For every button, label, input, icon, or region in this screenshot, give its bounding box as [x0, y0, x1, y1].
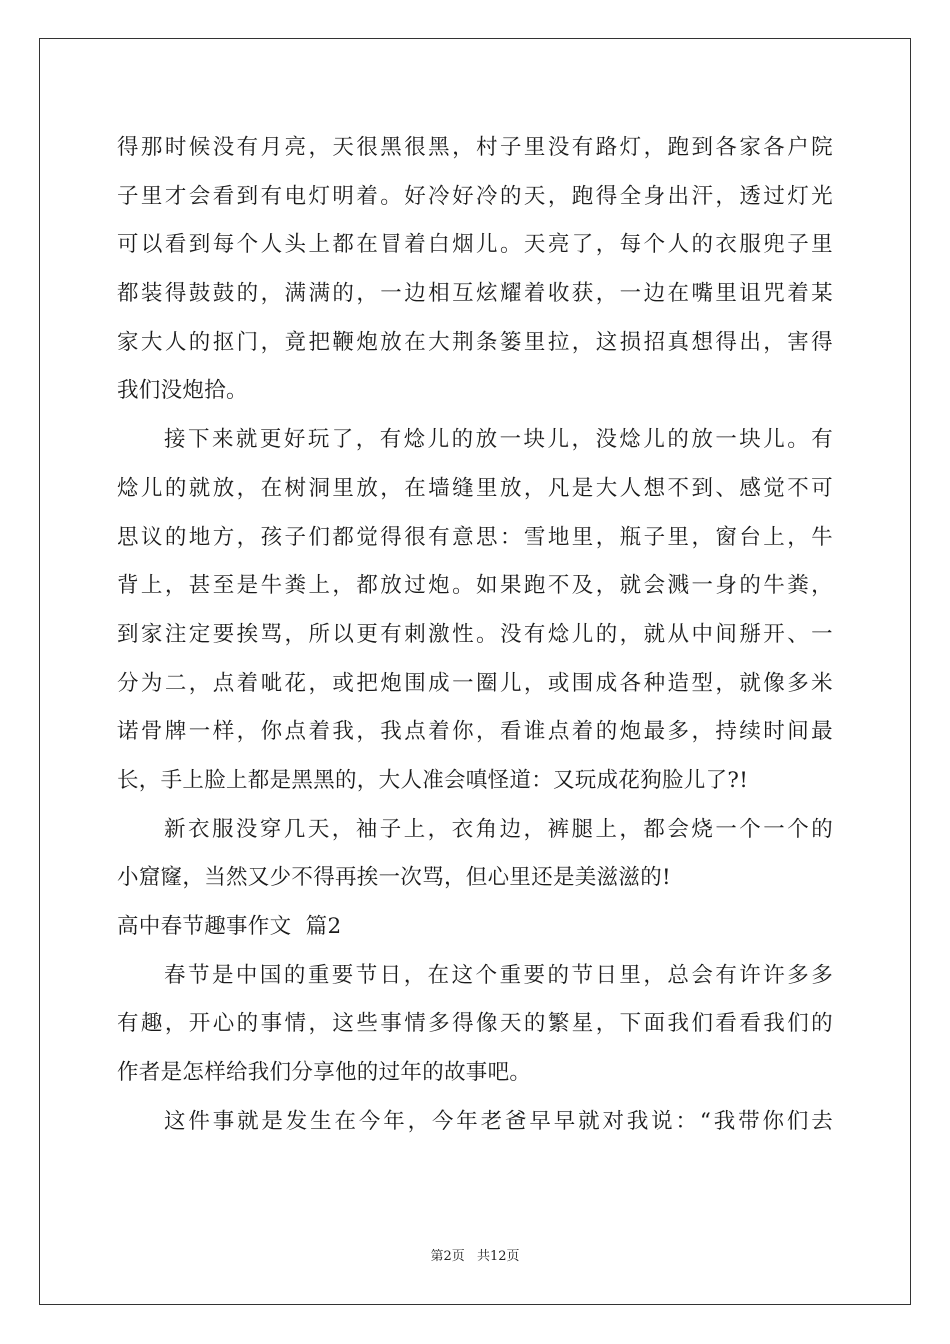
text-line: 作者是怎样给我们分享他的过年的故事吧。 — [117, 1060, 532, 1086]
text-line: 背上，甚至是牛粪上，都放过炮。如果跑不及，就会溅一身的牛粪， — [117, 573, 833, 599]
text-line: 我们没炮拾。 — [117, 378, 248, 404]
section-heading: 高中春节趣事作文 篇2 — [117, 914, 342, 939]
page-total: 共12页 — [476, 1249, 520, 1264]
document-body — [117, 124, 833, 1146]
text-line: 有趣，开心的事情，这些事情多得像天的繁星，下面我们看看我们的 — [117, 1011, 833, 1037]
text-line: 这件事就是发生在今年，今年老爸早早就对我说：“我带你们去 — [164, 1108, 833, 1134]
text-line: 子里才会看到有电灯明着。好冷好冷的天，跑得全身出汗，透过灯光 — [117, 183, 833, 209]
text-line: 新衣服没穿几天，袖子上，衣角边，裤腿上，都会烧一个一个的 — [164, 816, 833, 842]
page-number: 第2页 — [430, 1249, 465, 1264]
page-footer — [0, 1245, 950, 1264]
text-line: 思议的地方，孩子们都觉得很有意思：雪地里，瓶子里，窗台上，牛 — [117, 524, 833, 550]
text-line: 可以看到每个人头上都在冒着白烟儿。天亮了，每个人的衣服兜子里 — [117, 232, 833, 258]
text-line: 焾儿的就放，在树洞里放，在墙缝里放，凡是大人想不到、感觉不可 — [117, 475, 833, 501]
text-line: 都装得鼓鼓的，满满的，一边相互炫耀着收获，一边在嘴里诅咒着某 — [117, 281, 833, 307]
text-line: 分为二，点着呲花，或把炮围成一圈儿，或围成各种造型，就像多米 — [117, 670, 833, 696]
text-line: 长，手上脸上都是黑黑的，大人准会嗔怪道：又玩成花狗脸儿了?! — [117, 767, 749, 793]
text-line: 到家注定要挨骂，所以更有刺激性。没有焾儿的，就从中间掰开、一 — [117, 621, 833, 647]
text-line: 接下来就更好玩了，有焾儿的放一块儿，没焾儿的放一块儿。有 — [164, 427, 833, 453]
text-line: 得那时候没有月亮，天很黑很黑，村子里没有路灯，跑到各家各户院 — [117, 135, 833, 160]
text-line: 小窟窿，当然又少不得再挨一次骂，但心里还是美滋滋的! — [117, 865, 671, 891]
text-line: 春节是中国的重要节日，在这个重要的节日里，总会有许许多多 — [164, 962, 833, 988]
text-line: 诺骨牌一样，你点着我，我点着你，看谁点着的炮最多，持续时间最 — [117, 719, 833, 745]
text-line: 家大人的抠门，竟把鞭炮放在大荆条篓里拉，这损招真想得出，害得 — [117, 329, 833, 355]
